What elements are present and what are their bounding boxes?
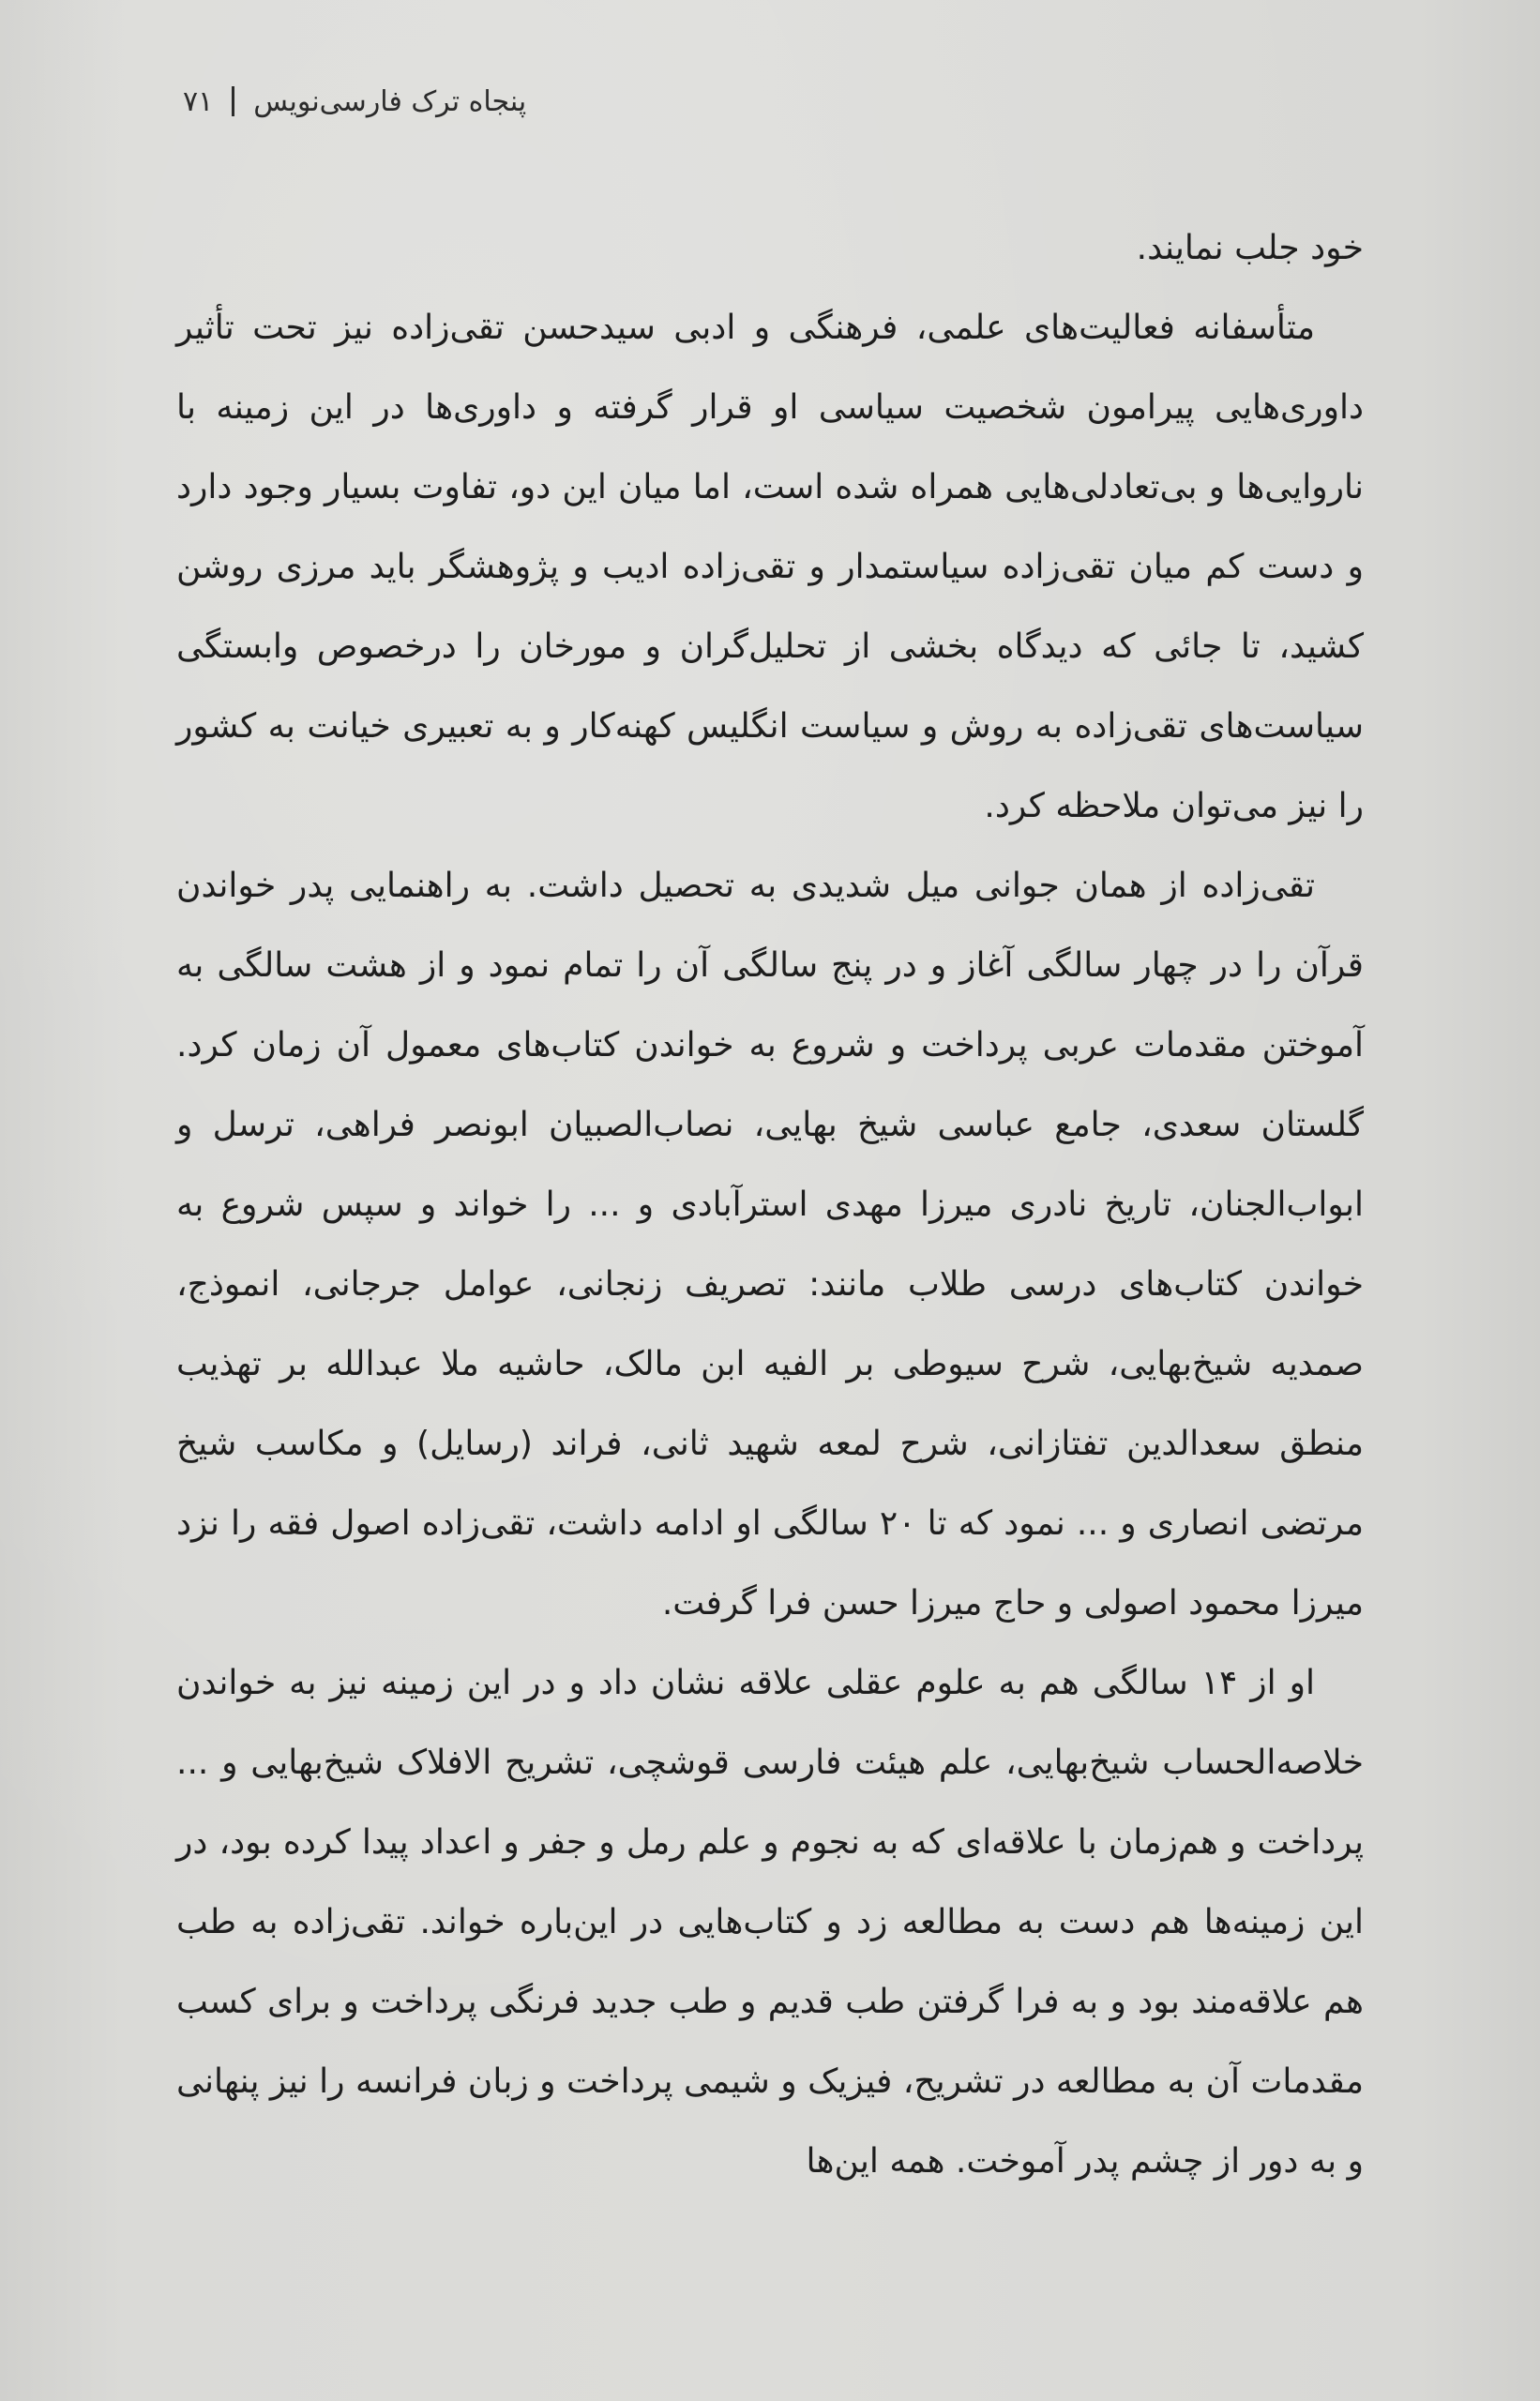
- paragraph: او از ۱۴ سالگی هم به علوم عقلی علاقه نشان داد و در این زمینه نیز به خواندن خلاصه‌الحساب شیخ‌بهایی، علم هیئت فارسی قوشچی، تشریح الافلاک شیخ‌بهایی و ... پرداخت و هم‌زمان با علاقه‌ای که به نجوم و علم رمل و جفر و اعداد پیدا کرده بود، در این زمینه‌ها هم دست به مطالعه زد و کتاب‌هایی در این‌باره خواند. تقی‌زاده به طب هم علاقه‌مند بود و به فرا گرفتن طب قدیم و طب جدید فرنگی پرداخت و برای کسب مقدمات آن به مطالعه در تشریح، فیزیک و شیمی پرداخت و زبان فرانسه را نیز پنهانی و به دور از چشم پدر آموخت. همه این‌ها: [176, 1664, 1364, 2181]
- page-header: [183, 73, 539, 129]
- paragraph: تقی‌زاده از همان جوانی میل شدیدی به تحصیل داشت. به راهنمایی پدر خواندن قرآن را در چهار سالگی آغاز و در پنج سالگی آن را تمام نمود و از هشت سالگی به آموختن مقدمات عربی پرداخت و شروع به خواندن کتاب‌های معمول آن زمان کرد. گلستان سعدی، جامع عباسی شیخ بهایی، نصاب‌الصبیان ابونصر فراهی، ترسل و ابواب‌الجنان، تاریخ نادری میرزا مهدی استرآبادی و ... را خواند و سپس شروع به خواندن کتاب‌های درسی طلاب مانند: تصریف زنجانی، عوامل جرجانی، انموذج، صمدیه شیخ‌بهایی، شرح سیوطی بر الفیه ابن مالک، حاشیه ملا عبدالله بر تهذیب منطق سعدالدین تفتازانی، شرح لمعه شهید ثانی، فراند (رسایل) و مکاسب شیخ مرتضی انصاری و ... نمود که تا ۲۰ سالگی او ادامه داشت، تقی‌زاده اصول فقه را نزد میرزا محمود اصولی و حاج میرزا حسن فرا گرفت.: [176, 867, 1364, 1623]
- header-separator: [232, 86, 234, 116]
- paragraph: متأسفانه فعالیت‌های علمی، فرهنگی و ادبی سیدحسن تقی‌زاده نیز تحت تأثیر داوری‌هایی پیرامون شخصیت سیاسی او قرار گرفته و داوری‌ها در این زمینه با ناروایی‌ها و بی‌تعادلی‌هایی همراه شده است، اما میان این دو، تفاوت بسیار وجود دارد و دست کم میان تقی‌زاده سیاستمدار و تقی‌زاده ادیب و پژوهشگر باید مرزی روشن کشید، تا جائی که دیدگاه بخشی از تحلیل‌گران و مورخان را درخصوص وابستگی سیاست‌های تقی‌زاده به روش و سیاست انگلیس کهنه‌کار و به تعبیری خیانت به کشور را نیز می‌توان ملاحظه کرد.: [176, 309, 1364, 825]
- running-title: پنجاه ترک فارسی‌نویس: [253, 84, 527, 118]
- body-text: [176, 208, 1364, 2181]
- page-number: ۷۱: [183, 84, 214, 118]
- paragraph-continuation: خود جلب نمایند.: [1136, 229, 1364, 267]
